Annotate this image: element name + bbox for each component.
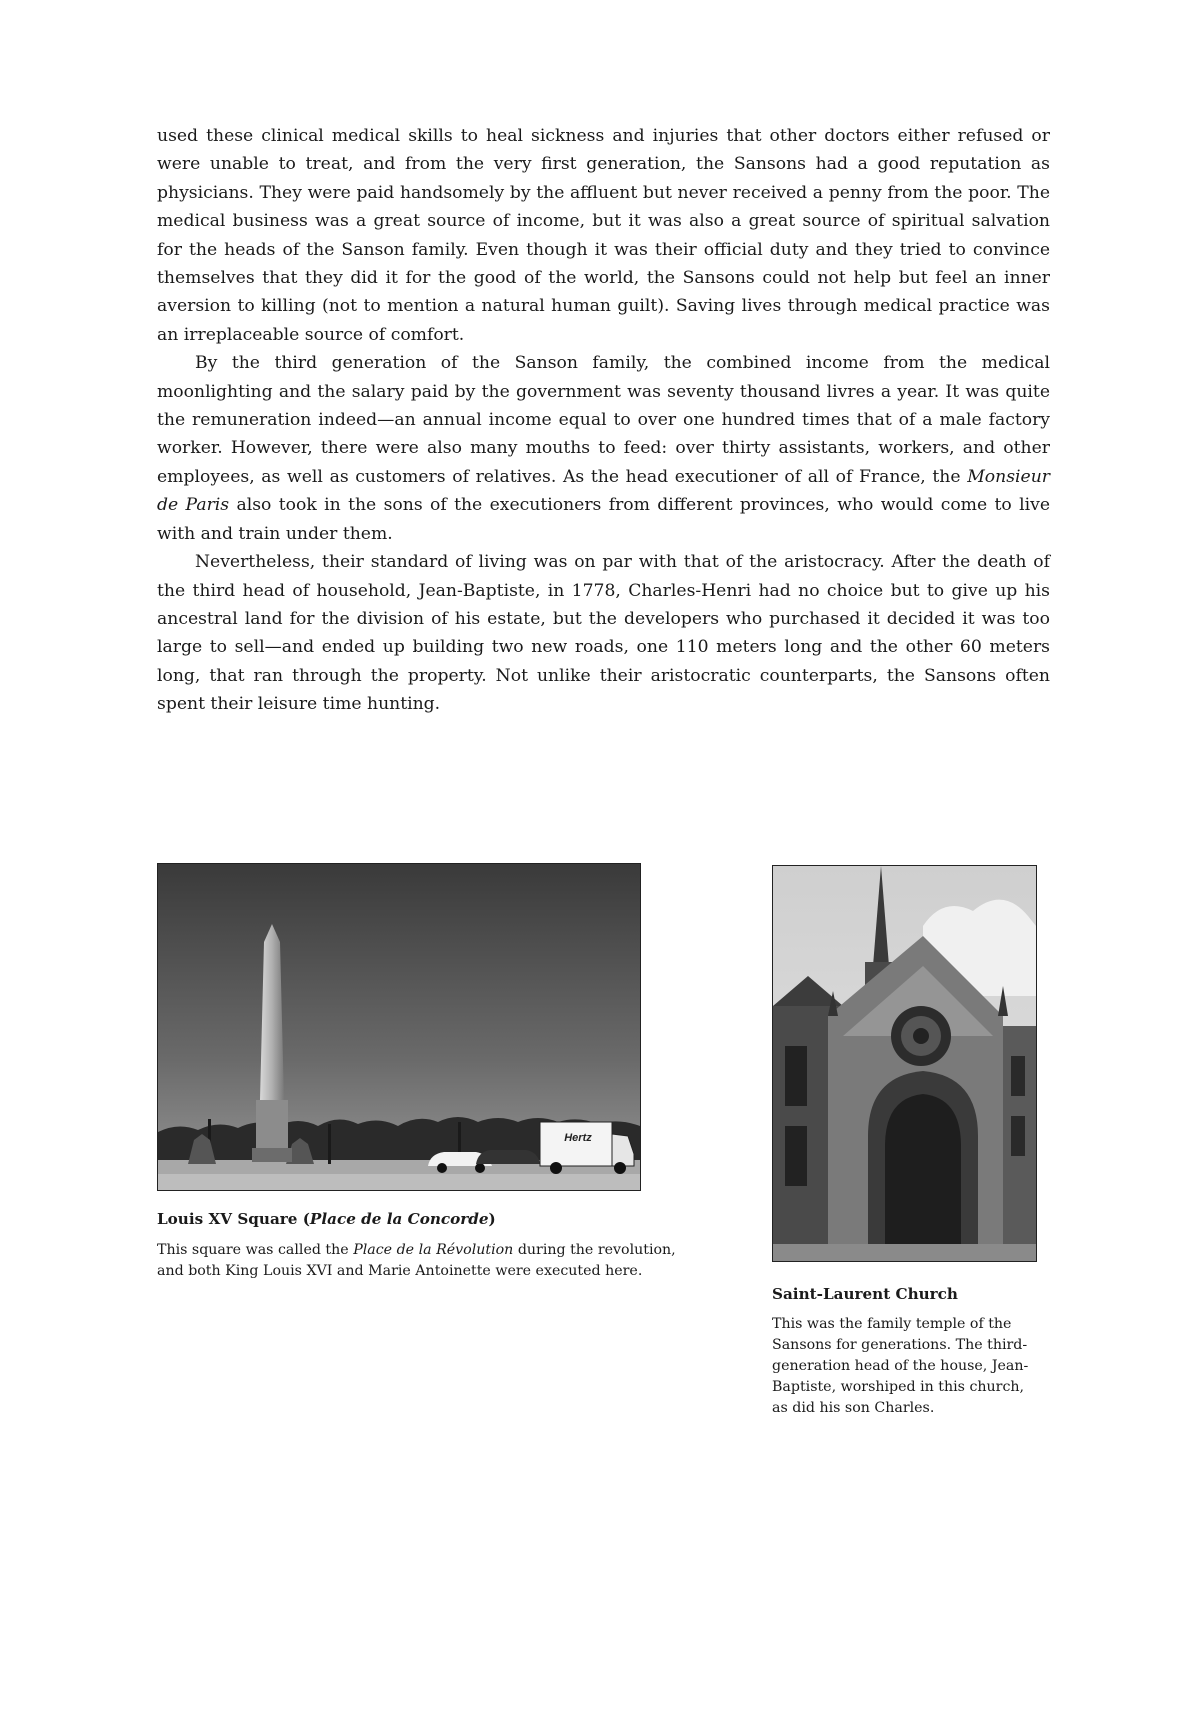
concorde-title-part-2: ): [488, 1210, 496, 1228]
concorde-caption-part-1: This square was called the: [157, 1242, 354, 1258]
paragraph-2-part-1: By the third generation of the Sanson family, the combined income from the medical moonlighting and the salary paid by the government was seventy thousand livres a year. It was quite the remuneration indeed—an annual income equal to over one hundred times that of a male factory worker. However, there were also many mouths to feed: over thirty assistants, workers, and other employees, as well as customers of relatives. As the head executioner of all of France, the: [157, 353, 1050, 487]
church-photo-illustration: [773, 866, 1036, 1261]
church-caption: This was the family temple of the Sansons for generations. The third-generation head of the house, Jean-Baptiste, worshiped in this church, as did his son Charles.: [772, 1316, 1029, 1416]
truck-label: Hertz: [564, 1132, 592, 1144]
body-text: [157, 122, 1050, 719]
concorde-title: [157, 1209, 496, 1229]
concorde-caption-part-2: during the revolution, and both King Louis XVI and Marie Antoinette were executed here.: [157, 1242, 676, 1279]
church-photo: [772, 865, 1037, 1262]
concorde-photo: [157, 863, 641, 1191]
church-title: Saint-Laurent Church: [772, 1285, 958, 1303]
paragraph-2: [157, 349, 1050, 548]
concorde-title-italic: Place de la Concorde: [309, 1210, 489, 1228]
paragraph-2-italic: Monsieur de Paris: [157, 466, 1050, 516]
concorde-title-part-1: Louis XV Square (: [157, 1210, 310, 1228]
concorde-photo-illustration: [158, 864, 640, 1190]
paragraph-1: used these clinical medical skills to heal sickness and injuries that other doctors either refused or were unable to treat, and from the very first generation, the Sansons had a good reputation as physicians. They were paid handsomely by the affluent but never received a penny from the poor. The medical business was a great source of income, but it was also a great source of spiritual salvation for the heads of the Sanson family. Even though it was their official duty and they tried to convince themselves that they did it for the good of the world, the Sansons could not help but feel an inner aversion to killing (not to mention a natural human guilt). Saving lives through medical practice was an irreplaceable source of comfort.: [157, 126, 1050, 345]
paragraph-2-part-2: also took in the sons of the executioners from different provinces, who would come to live with and train under them.: [157, 495, 1050, 544]
paragraph-3: Nevertheless, their standard of living was on par with that of the aristocracy. After the death of the third head of household, Jean-Baptiste, in 1778, Charles-Henri had no choice but to give up his ancestral land for the division of his estate, but the developers who purchased it decided it was too large to sell—and ended up building two new roads, one 110 meters long and the other 60 meters long, that ran through the property. Not unlike their aristocratic counterparts, the Sansons often spent their leisure time hunting.: [157, 552, 1050, 715]
concorde-caption: [157, 1240, 677, 1282]
concorde-caption-italic: Place de la Révolution: [353, 1242, 514, 1258]
